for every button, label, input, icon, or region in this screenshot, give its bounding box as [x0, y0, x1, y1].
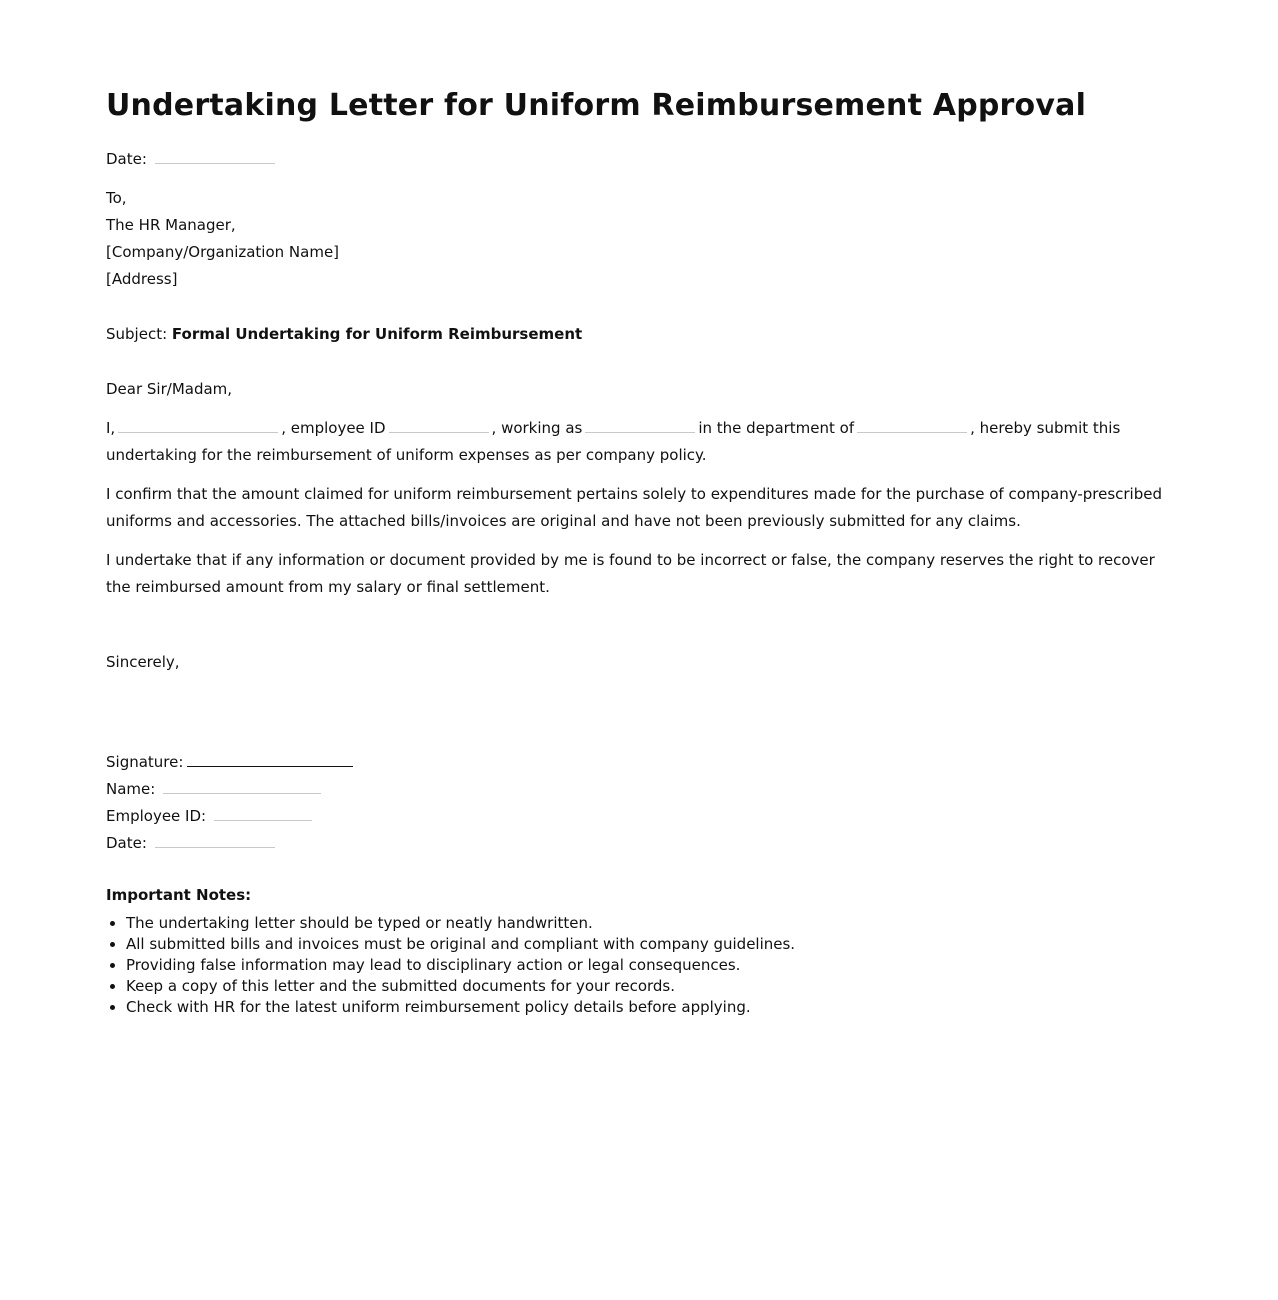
employee-id-row: [106, 803, 1181, 830]
body-paragraph-3: I undertake that if any information or document provided by me is found to be incorrect or false, the company reserves the right to recover the reimbursed amount from my salary or final settlement.: [106, 551, 1155, 596]
notes-item: • All submitted bills and invoices must be original and compliant with company guidelines.: [126, 934, 1181, 955]
department-blank: [857, 418, 967, 433]
body-working-as-text: , working as: [491, 419, 583, 437]
subject-label: Subject:: [106, 325, 168, 343]
employee-id-blank-field: [214, 806, 312, 821]
subject-line: [106, 321, 1181, 348]
recipient-address: [106, 185, 1181, 293]
signature-label: Signature:: [106, 753, 184, 771]
body-employee-id-text: , employee ID: [281, 419, 386, 437]
signature-date-blank-field: [155, 833, 275, 848]
designation-blank: [585, 418, 695, 433]
recipient-role: The HR Manager,: [106, 216, 236, 234]
signature-date-label: Date:: [106, 834, 147, 852]
signature-date-row: [106, 830, 1181, 857]
greeting: Dear Sir/Madam,: [106, 380, 233, 398]
letter-content: [106, 86, 1181, 1018]
date-blank-field: [155, 149, 275, 164]
employee-name-blank: [118, 418, 278, 433]
name-row: [106, 776, 1181, 803]
notes-item: • Providing false information may lead to disciplinary action or legal consequences.: [126, 955, 1181, 976]
page-title: Undertaking Letter for Uniform Reimbursement Approval: [106, 88, 1087, 123]
subject-text: Formal Undertaking for Uniform Reimbursement: [171, 325, 583, 343]
recipient-to: To,: [106, 189, 127, 207]
notes-item: • Check with HR for the latest uniform reimbursement policy details before applying.: [126, 997, 1181, 1018]
date-row: [106, 146, 1181, 173]
signature-row: [106, 749, 1181, 776]
recipient-address-line: [Address]: [106, 270, 178, 288]
body-i: I,: [106, 419, 116, 437]
date-label: Date:: [106, 150, 147, 168]
signature-block: [106, 749, 1181, 857]
employee-id-label: Employee ID:: [106, 807, 207, 825]
body-paragraph-2: I confirm that the amount claimed for uniform reimbursement pertains solely to expenditures made for the purchase of company-prescribed uniforms and accessories. The attached bills/invoices are original and have not been previously submitted for any claims.: [106, 485, 1162, 530]
signature-line: [187, 750, 353, 767]
closing: Sincerely,: [106, 653, 180, 671]
notes-item: • Keep a copy of this letter and the submitted documents for your records.: [126, 976, 1181, 997]
body-department-text: in the department of: [698, 419, 855, 437]
notes-title: Important Notes:: [106, 886, 252, 904]
notes-list: [106, 913, 1181, 1018]
recipient-company: [Company/Organization Name]: [106, 243, 340, 261]
name-label: Name:: [106, 780, 156, 798]
body-paragraph-1: [106, 415, 1181, 469]
notes-item: • The undertaking letter should be typed or neatly handwritten.: [126, 913, 1181, 934]
employee-id-blank: [389, 418, 489, 433]
name-blank-field: [163, 779, 321, 794]
body-rest-text: , hereby submit this undertaking for the reimbursement of uniform expenses as per company policy.: [106, 419, 1121, 464]
